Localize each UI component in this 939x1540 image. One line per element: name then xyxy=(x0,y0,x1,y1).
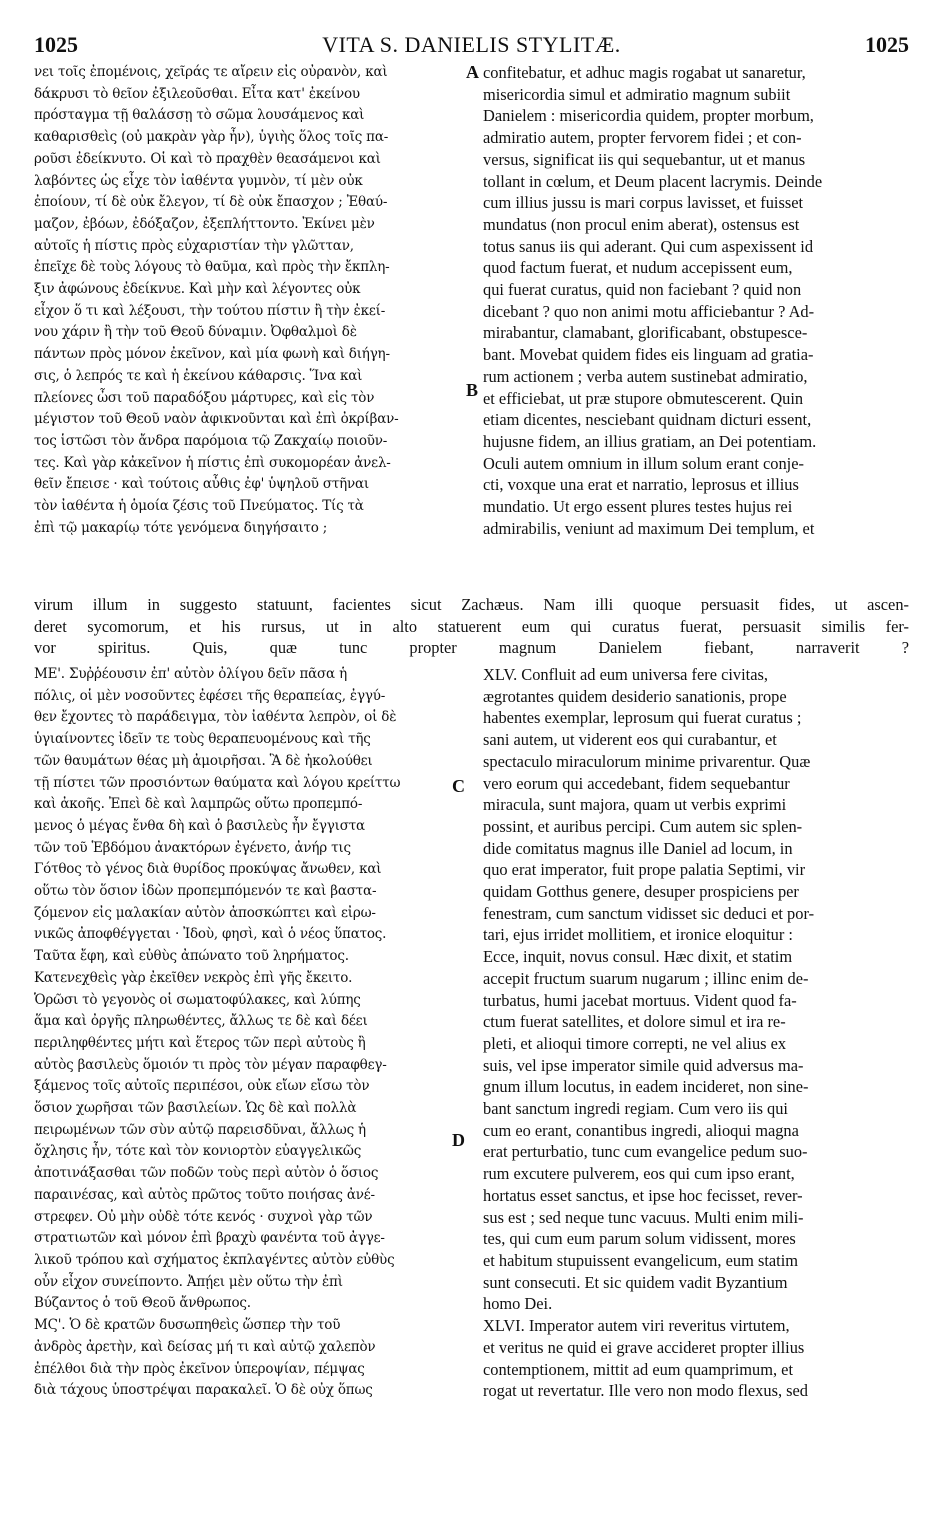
page-number-right: 1025 xyxy=(865,32,909,57)
text-line: Ταῦτα ἔφη, καὶ εὐθὺς ἀπώνατο τοῦ ληρήματος. xyxy=(34,948,349,965)
text-line: XLV. Confluit ad eum universa fere civitas, xyxy=(483,665,768,684)
text-line: cum eo erant, conantibus ingredi, alioqui magna xyxy=(483,1120,799,1140)
margin-marker-c: C xyxy=(452,776,465,796)
text-line: Oculi autem omnium in illum solum erant conje- xyxy=(483,453,804,473)
latin-column-top xyxy=(483,62,909,542)
greek-column-bottom xyxy=(34,664,460,1404)
text-line: ἀνδρὸς ἀρετὴν, καὶ δείσας μή τι καὶ αὐτῷ χαλεπὸν xyxy=(34,1338,376,1355)
text-line: mundatio. Ut ergo essent plures testes hujus rei xyxy=(483,497,793,517)
text-line: ἐπὶ τῷ μακαρίῳ τότε γενόμενα διηγήσαιτο ; xyxy=(34,519,328,536)
text-line: cti, voxque una erat et narratio, leprosus et illius xyxy=(483,475,799,495)
text-line: δάκρυσι τὸ θεῖον ἐξιλεοῦσθαι. Εἶτα κατ' ἐκείνου xyxy=(34,85,360,102)
text-line: totus sanus iis qui aderant. Qui cum aspexissent id xyxy=(483,236,814,256)
text-line: ΜϚ'. Ὁ δὲ κρατῶν δυσωπηθεὶς ὥσπερ τὴν τοῦ xyxy=(34,1317,341,1334)
text-line: et veritus ne quid ei grave accideret propter illius xyxy=(483,1337,805,1357)
margin-marker-d: D xyxy=(452,1130,465,1150)
text-line: πειρωμένων τῶν σὺν αὐτῷ παρεισδῦναι, ἄλλως ἡ xyxy=(34,1121,366,1138)
text-line: fenestram, cum sanctum vidisset sic deduci et por- xyxy=(483,903,815,923)
latin-column-bottom xyxy=(483,664,909,1404)
text-line: hortatus esset sanctus, et ipse hoc fecisset, rever- xyxy=(483,1185,803,1205)
text-line: ὄχλησις ἦν, τότε καὶ τὸν κονιορτὸν εὐαγγελικῶς xyxy=(34,1143,362,1160)
text-line: ξιν ἀφώνους ἐδείκνυε. Καὶ μὴν καὶ λέγοντες οὐκ xyxy=(34,281,361,298)
text-line: tollant in cœlum, et Deum placent lacrymis. Deinde xyxy=(483,171,823,191)
text-line: παραινέσας, καὶ αὐτὸς πρῶτος τοῦτο ποιήσας ἀνέ- xyxy=(34,1186,375,1203)
running-header xyxy=(34,24,909,57)
text-line: ΜΕ'. Συῤῥέουσιν ἐπ' αὐτὸν ὀλίγου δεῖν πᾶσα ἡ xyxy=(34,666,347,682)
text-line: tes, qui cum eum parum solum vidissent, mores xyxy=(483,1229,796,1249)
text-line: bant. Movebat quidem fides eis linguam ad gratia- xyxy=(483,345,814,365)
text-line: qui fuerat curatus, quid non faciebant ? quid non xyxy=(483,280,802,300)
text-line: ὅσιον χωρῆσαι τῶν βασιλείων. Ὡς δὲ καὶ πολλὰ xyxy=(34,1100,357,1117)
text-line: Βύζαντος ὁ τοῦ Θεοῦ ἄνθρωπος. xyxy=(34,1295,251,1312)
text-line: μέγιστον τοῦ Θεοῦ ναὸν ἀφικνοῦνται καὶ ἐπὶ ὀκρίβαν- xyxy=(34,411,399,428)
text-line: XLVI. Imperator autem viri reveritus virtutem, xyxy=(483,1316,790,1336)
text-line: περιληφθέντες μήτι καὶ ἕτερος τῶν περὶ αὐτοὺς ἢ xyxy=(34,1034,366,1051)
text-line: πόλις, οἱ μὲν νοσοῦντες ἐφέσει τῆς θεραπείας, ἐγγύ- xyxy=(34,687,386,704)
text-line: cum illius jussu is mari corpus lavisset, et fuisset xyxy=(483,193,804,213)
text-line: ὑγιαίνοντες ἰδεῖν τε τοὺς θεραπευομένους καὶ τῆς xyxy=(34,731,371,748)
text-line: ἐπέλθοι διὰ τὴν πρὸς ἐκεῖνον ὑπεροψίαν, πέμψας xyxy=(34,1360,365,1377)
text-line: καὶ ἀκοῆς. Ἐπεὶ δὲ καὶ λαμπρῶς οὕτω προπεμπό- xyxy=(34,796,363,813)
text-line: pleti, et alioqui timore correpti, ne vel alius ex xyxy=(483,1033,787,1053)
text-line: dide comitatus magnus ille Daniel ad locum, in xyxy=(483,838,793,858)
text-line: πάντων πρὸς μόνον ἐκεῖνον, καὶ μία φωνὴ καὶ διήγη- xyxy=(34,346,390,363)
page-number-left: 1025 xyxy=(34,32,78,57)
text-line: νου χάριν ἢ τὴν τοῦ Θεοῦ δύναμιν. Ὀφθαλμοὶ δὲ xyxy=(34,324,357,341)
text-line: turbatus, humi jacebat mortuus. Vident quod fa- xyxy=(483,990,797,1010)
text-line: contemptionem, mittit ad eum quamprimum, et xyxy=(483,1359,793,1379)
text-line: ἐποίουν, τί δὲ οὐκ ἔλεγον, τί δὲ οὐκ ἔπασχον ; Ἐθαύ- xyxy=(34,194,388,211)
text-line: suis, vel ipse imperator simile quid adversus ma- xyxy=(483,1055,804,1075)
text-line: μενος ὁ μέγας ἔνθα δὴ καὶ ὁ βασιλεὺς ἦν ἔγγιστα xyxy=(34,817,365,834)
text-line: λικοῦ τρόπου καὶ σχήματος ἐκπλαγέντες αὐτὸν εὐθὺς xyxy=(34,1251,395,1268)
text-line: confitebatur, et adhuc magis rogabat ut sanaretur, xyxy=(483,63,806,82)
text-line: λαβόντες ὡς εἶχε τὸν ἰαθέντα γυμνὸν, τί μὲν οὐκ xyxy=(34,172,363,189)
text-line: virum illum in suggesto statuunt, facientes sicut Zachæus. Nam illi quoque persuasit fides, ut ascen- xyxy=(34,595,909,614)
text-line: οὖν εἶχον συνείποντο. Ἀπῄει μὲν οὕτω τὴν ἐπὶ xyxy=(34,1273,343,1290)
text-line: στρατιωτῶν καὶ μόνον ἐπὶ βραχὺ φανέντα τοῦ ἀγγε- xyxy=(34,1230,385,1247)
text-line: sani autem, ut viderent eos qui curabantur, et xyxy=(483,730,777,750)
text-line: vero eorum qui accedebant, fidem sequebantur xyxy=(483,773,790,793)
text-line: εἶχον ὅ τι καὶ λέξουσι, τὴν τούτου πίστιν ἢ τὴν ἐκεί- xyxy=(34,302,386,319)
margin-marker-b: B xyxy=(466,380,479,400)
text-line: τῇ πίστει τῶν προσιόντων θαύματα καὶ λόγου κρείττω xyxy=(34,774,401,791)
text-line: rum excutere pulverem, eos qui cum ipso erant, xyxy=(483,1164,795,1184)
text-line: θεν ἔχοντες τὸ παράδειγμα, τὸν ἰαθέντα λεπρὸν, οἱ δὲ xyxy=(34,709,397,726)
text-line: ροῦσι ἐδείκνυτο. Οἱ καὶ τὸ πραχθὲν θεασάμενοι καὶ xyxy=(34,150,381,167)
text-line: τος ἱστῶσι τὸν ἄνδρα παρόμοια τῷ Ζακχαίῳ ποιοῦν- xyxy=(34,432,388,449)
text-line: Ecce, inquit, novus consul. Hæc dixit, et statim xyxy=(483,947,793,967)
text-line: πλείονες ὦσι τοῦ παραδόξου μάρτυρες, καὶ εἰς τὸν xyxy=(34,389,375,406)
text-line: rogat ut revertatur. Ille vero non modo flexus, sed xyxy=(483,1381,808,1401)
text-line: μαζον, ἐβόων, ἐδόξαζον, ἐξεπλήττοντο. Ἐκίνει μὲν xyxy=(34,215,375,232)
greek-column-top xyxy=(34,62,460,542)
text-line: sus est ; sed neque tunc vacuus. Multi enim mili- xyxy=(483,1207,804,1227)
text-line: erat perturbatio, tunc cum evangelice pedum suo- xyxy=(483,1142,808,1162)
text-line: ζόμενον εἰς μαλακίαν αὐτὸν ἀποσκώπτει καὶ εἰρω- xyxy=(34,904,376,921)
text-line: versus, significat iis qui sequebantur, ut et manus xyxy=(483,149,806,169)
text-line: νει τοῖς ἐπομένοις, χεῖράς τε αἴρειν εἰς οὐρανὸν, καὶ xyxy=(34,64,388,80)
text-line: διὰ τάχους ὑποστρέψαι παρακαλεῖ. Ὁ δὲ οὐχ ὅπως xyxy=(34,1382,373,1399)
text-line: mirabantur, clamabant, glorificabant, obstupesce- xyxy=(483,323,808,343)
text-line: bant sanctum ingredi regiam. Cum vero iis qui xyxy=(483,1099,788,1119)
text-line: sunt consecuti. Et sic quidem vadit Byzantium xyxy=(483,1272,788,1292)
text-line: καθαρισθεὶς (οὐ μακρὰν γὰρ ἦν), ὑγιὴς ὅλος τοῖς πα- xyxy=(34,129,389,146)
text-line: rum actionem ; verba autem sustinebat admiratio, xyxy=(483,366,808,386)
text-line: αὐτοῖς ἡ πίστις πρὸς εὐχαριστίαν τὴν γλῶτταν, xyxy=(34,237,354,254)
text-line: possint, et auribus percipi. Cum autem sic splen- xyxy=(483,816,803,836)
text-line: hujusne fidem, an illius gratiam, an Dei potentiam. xyxy=(483,431,817,451)
text-line: quidam Gotthus genere, desuper prospiciens per xyxy=(483,882,799,902)
text-line: Γότθος τὸ γένος διὰ θυρίδος προκύψας ἄνωθεν, καὶ xyxy=(34,861,382,878)
text-line: mundatus (non procul enim aberat), ostensus est xyxy=(483,214,800,234)
text-line: miracula, sunt majora, quam ut verbis exprimi xyxy=(483,795,787,815)
text-line: σις, ὁ λεπρός τε καὶ ἡ ἐκείνου κάθαρσις. Ἵνα καὶ xyxy=(34,367,363,384)
text-line: στρεφεν. Οὐ μὴν οὐδὲ τότε κενός · συχνοὶ γὰρ τῶν xyxy=(34,1208,373,1225)
text-line: misericordia simul et admiratio magnum subiit xyxy=(483,84,791,104)
text-line: Danielem : misericordia quidem, propter morbum, xyxy=(483,106,814,126)
text-line: ctum fuerat satellites, et dolore simul et ira re- xyxy=(483,1012,786,1032)
latin-full-width-block xyxy=(34,594,909,662)
text-line: admiratio autem, propter fervorem fidei ; et con- xyxy=(483,128,802,148)
text-line: πρόσταγμα τῇ θαλάσσῃ τὸ σῶμα λουσάμενος καὶ xyxy=(34,107,365,124)
text-line: Ὁρῶσι τὸ γεγονὸς οἱ σωματοφύλακες, καὶ λύπης xyxy=(34,991,361,1008)
text-line: αὐτὸς βασιλεὺς ὅμοιόν τι πρὸς τὸν μέγαν παραφθεγ- xyxy=(34,1056,387,1073)
text-line: ξάμενος τοῖς αὐτοῖς περιπέσοι, οὐκ εἴων εἴσω τὸν xyxy=(34,1078,370,1095)
text-line: quod factum fuerat, et nudum accepissent eum, xyxy=(483,258,793,278)
text-line: spectaculo miraculorum minime privarentur. Quæ xyxy=(483,751,811,771)
running-title: VITA S. DANIELIS STYLITÆ. xyxy=(322,32,621,57)
text-line: etiam dicentes, nesciebant quidnam dicturi essent, xyxy=(483,410,812,430)
margin-marker-a: A xyxy=(466,62,479,82)
text-line: ἅμα καὶ ὀργῆς πληρωθέντες, ἄλλως τε δὲ καὶ δέει xyxy=(34,1013,368,1030)
text-line: τες. Καὶ γὰρ κἀκεῖνον ἡ πίστις ἐπὶ συκομορέαν ἀνελ- xyxy=(34,454,391,471)
text-line: gnum illum locutus, in eadem incideret, non sine- xyxy=(483,1077,809,1097)
text-line: τῶν τοῦ Ἑβδόμου ἀνακτόρων ἐγένετο, ἀνήρ τις xyxy=(34,839,351,856)
text-line: τῶν θαυμάτων θέας μὴ ἀμοιρῆσαι. Ἃ δὲ ἠκολούθει xyxy=(34,752,373,769)
text-line: ægrotantes quidem desiderio sanationis, prope xyxy=(483,686,787,706)
text-line: dicebant ? quo non animi motu afficiebantur ? Ad- xyxy=(483,301,815,321)
text-line: tari, ejus irridet mollitiem, et ironice eloquitur : xyxy=(483,925,793,945)
text-line: ἀποτινάξασθαι τῶν ποδῶν τοὺς περὶ αὐτὸν ὁ ὅσιος xyxy=(34,1165,379,1182)
text-line: quo erat imperator, fuit prope palatia Septimi, vir xyxy=(483,860,806,880)
text-line: deret sycomorum, et his rursus, ut in alto statuerent eum qui curatus fuerat, persuasit similis fer- xyxy=(34,616,909,636)
text-line: θεῖν ἔπεισε · καὶ τούτοις αὖθις ἐφ' ὑψηλοῦ στῆναι xyxy=(34,476,370,493)
text-line: ἐπεῖχε δὲ τοὺς λόγους τὸ θαῦμα, καὶ πρὸς τὴν ἔκπλη- xyxy=(34,259,390,276)
text-line: vor spiritus. Quis, quæ tunc propter magnum Danielem fiebant, narraverit ? xyxy=(34,638,909,658)
text-line: et efficiebat, ut præ stupore obmutescerent. Quin xyxy=(483,388,804,408)
text-line: homo Dei. xyxy=(483,1294,553,1314)
text-line: accepit fructum suarum nugarum ; illinc enim de- xyxy=(483,968,809,988)
text-line: τὸν ἰαθέντα ἡ ὁμοία ζέσις τοῦ Πνεύματος. Τίς τὰ xyxy=(34,498,364,515)
text-line: νικῶς ἀποφθέγγεται · Ἰδοὺ, φησὶ, καὶ ὁ νέος ὕπατος. xyxy=(34,926,387,943)
text-line: et habitum stupuissent evangelicum, eum statim xyxy=(483,1250,799,1270)
text-line: habentes exemplar, leprosum qui fuerat curatus ; xyxy=(483,708,802,728)
text-line: admirabilis, veniunt ad maximum Dei templum, et xyxy=(483,518,815,538)
text-line: οὕτω τὸν ὅσιον ἰδὼν προπεμπόμενόν τε καὶ βαστα- xyxy=(34,883,377,900)
text-line: Κατενεχθεὶς γὰρ ἐκεῖθεν νεκρὸς ἐπὶ γῆς ἔκειτο. xyxy=(34,969,353,986)
